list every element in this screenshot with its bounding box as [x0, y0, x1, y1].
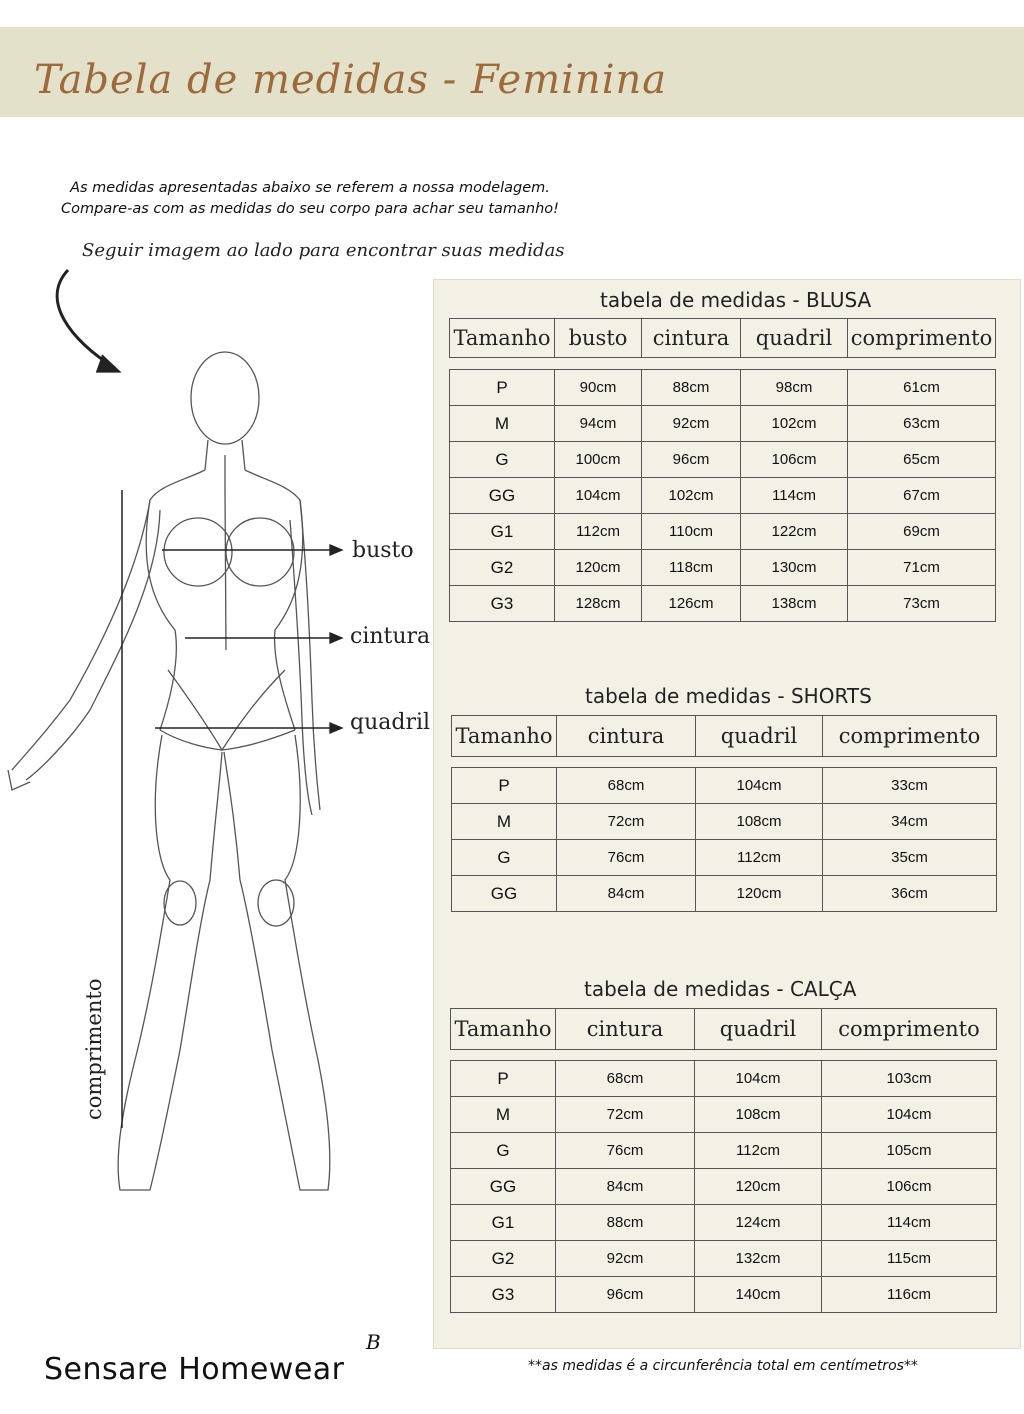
value-cell: 115cm	[822, 1241, 997, 1277]
table-row	[452, 876, 997, 912]
value-cell: 122cm	[741, 514, 848, 550]
value-cell: 94cm	[555, 406, 642, 442]
value-cell: 104cm	[555, 478, 642, 514]
table-row	[450, 550, 996, 586]
value-cell: 100cm	[555, 442, 642, 478]
value-cell: 110cm	[642, 514, 741, 550]
value-cell: 73cm	[848, 586, 996, 622]
value-cell: 108cm	[695, 1097, 822, 1133]
blusa-table	[449, 369, 996, 622]
size-cell: G3	[451, 1277, 556, 1313]
value-cell: 128cm	[555, 586, 642, 622]
header-cell: cintura	[642, 319, 741, 358]
value-cell: 106cm	[822, 1169, 997, 1205]
value-cell: 72cm	[556, 1097, 695, 1133]
table-row	[452, 840, 997, 876]
value-cell: 120cm	[695, 1169, 822, 1205]
header-cell: comprimento	[823, 716, 997, 757]
header-cell: quadril	[696, 716, 823, 757]
value-cell: 106cm	[741, 442, 848, 478]
value-cell: 96cm	[556, 1277, 695, 1313]
blusa-table-title: tabela de medidas - BLUSA	[600, 288, 872, 312]
value-cell: 69cm	[848, 514, 996, 550]
header-cell: quadril	[741, 319, 848, 358]
value-cell: 102cm	[741, 406, 848, 442]
value-cell: 108cm	[696, 804, 823, 840]
table-row	[450, 514, 996, 550]
value-cell: 72cm	[557, 804, 696, 840]
table-row	[451, 1241, 997, 1277]
value-cell: 92cm	[642, 406, 741, 442]
label-busto: busto	[352, 538, 414, 563]
table-row	[451, 1205, 997, 1241]
value-cell: 76cm	[556, 1133, 695, 1169]
shorts-table-title: tabela de medidas - SHORTS	[585, 684, 872, 708]
value-cell: 68cm	[556, 1061, 695, 1097]
table-row	[450, 478, 996, 514]
header-cell: quadril	[695, 1009, 822, 1050]
header-banner	[0, 27, 1024, 117]
value-cell: 126cm	[642, 586, 741, 622]
value-cell: 120cm	[555, 550, 642, 586]
value-cell: 34cm	[823, 804, 997, 840]
footnote: **as medidas é a circunferência total em centímetros**	[528, 1358, 918, 1374]
value-cell: 84cm	[556, 1169, 695, 1205]
shorts-table	[451, 767, 997, 912]
calca-header-table	[450, 1008, 997, 1050]
table-row	[451, 1169, 997, 1205]
value-cell: 118cm	[642, 550, 741, 586]
size-cell: G2	[451, 1241, 556, 1277]
table-row	[451, 1061, 997, 1097]
value-cell: 84cm	[557, 876, 696, 912]
shorts-header-table	[451, 715, 997, 757]
table-row	[450, 370, 996, 406]
table-row	[451, 1097, 997, 1133]
value-cell: 116cm	[822, 1277, 997, 1313]
size-cell: G	[450, 442, 555, 478]
value-cell: 63cm	[848, 406, 996, 442]
value-cell: 112cm	[696, 840, 823, 876]
value-cell: 92cm	[556, 1241, 695, 1277]
value-cell: 88cm	[556, 1205, 695, 1241]
header-cell: cintura	[556, 1009, 695, 1050]
size-cell: M	[451, 1097, 556, 1133]
value-cell: 130cm	[741, 550, 848, 586]
value-cell: 104cm	[696, 768, 823, 804]
table-row	[450, 406, 996, 442]
value-cell: 103cm	[822, 1061, 997, 1097]
value-cell: 114cm	[822, 1205, 997, 1241]
table-row	[452, 768, 997, 804]
value-cell: 124cm	[695, 1205, 822, 1241]
value-cell: 120cm	[696, 876, 823, 912]
value-cell: 112cm	[555, 514, 642, 550]
value-cell: 96cm	[642, 442, 741, 478]
calca-table-title: tabela de medidas - CALÇA	[584, 977, 857, 1001]
size-cell: G3	[450, 586, 555, 622]
value-cell: 65cm	[848, 442, 996, 478]
intro-text	[20, 178, 600, 220]
brand-logo	[44, 1330, 382, 1387]
value-cell: 114cm	[741, 478, 848, 514]
value-cell: 105cm	[822, 1133, 997, 1169]
body-figure-illustration	[0, 250, 430, 1250]
value-cell: 132cm	[695, 1241, 822, 1277]
header-cell: Tamanho	[450, 319, 555, 358]
intro-line-1: As medidas apresentadas abaixo se referem a nossa modelagem.	[70, 180, 550, 196]
size-cell: P	[450, 370, 555, 406]
size-cell: G	[452, 840, 557, 876]
table-row	[452, 804, 997, 840]
header-cell: cintura	[557, 716, 696, 757]
size-cell: GG	[451, 1169, 556, 1205]
label-quadril: quadril	[350, 710, 431, 735]
size-cell: P	[451, 1061, 556, 1097]
brand-mark-icon: B	[366, 1330, 382, 1354]
size-cell: G1	[451, 1205, 556, 1241]
value-cell: 90cm	[555, 370, 642, 406]
calca-table	[450, 1060, 997, 1313]
page-title: Tabela de medidas - Feminina	[34, 57, 668, 103]
value-cell: 61cm	[848, 370, 996, 406]
value-cell: 33cm	[823, 768, 997, 804]
size-cell: M	[450, 406, 555, 442]
header-cell: Tamanho	[452, 716, 557, 757]
blusa-header-table	[449, 318, 996, 358]
value-cell: 67cm	[848, 478, 996, 514]
value-cell: 138cm	[741, 586, 848, 622]
label-comprimento: comprimento	[82, 978, 106, 1120]
size-cell: G	[451, 1133, 556, 1169]
value-cell: 98cm	[741, 370, 848, 406]
figure-hint: Seguir imagem ao lado para encontrar suas medidas	[82, 240, 565, 261]
value-cell: 104cm	[822, 1097, 997, 1133]
size-cell: P	[452, 768, 557, 804]
label-cintura: cintura	[350, 624, 431, 649]
value-cell: 88cm	[642, 370, 741, 406]
value-cell: 71cm	[848, 550, 996, 586]
header-cell: comprimento	[848, 319, 996, 358]
size-cell: GG	[450, 478, 555, 514]
value-cell: 35cm	[823, 840, 997, 876]
value-cell: 68cm	[557, 768, 696, 804]
header-cell: comprimento	[822, 1009, 997, 1050]
brand-name: Sensare Homewear	[44, 1352, 345, 1387]
size-cell: G2	[450, 550, 555, 586]
value-cell: 112cm	[695, 1133, 822, 1169]
header-cell: Tamanho	[451, 1009, 556, 1050]
table-row	[451, 1133, 997, 1169]
table-row	[450, 586, 996, 622]
size-cell: GG	[452, 876, 557, 912]
table-row	[450, 442, 996, 478]
value-cell: 104cm	[695, 1061, 822, 1097]
value-cell: 102cm	[642, 478, 741, 514]
table-row	[451, 1277, 997, 1313]
size-cell: M	[452, 804, 557, 840]
header-cell: busto	[555, 319, 642, 358]
size-cell: G1	[450, 514, 555, 550]
intro-line-2: Compare-as com as medidas do seu corpo para achar seu tamanho!	[61, 201, 559, 217]
value-cell: 76cm	[557, 840, 696, 876]
value-cell: 140cm	[695, 1277, 822, 1313]
value-cell: 36cm	[823, 876, 997, 912]
